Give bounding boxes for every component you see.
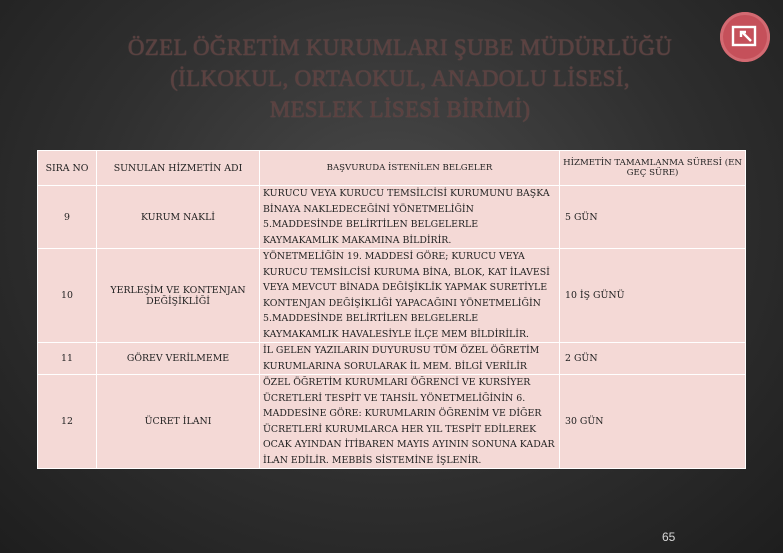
slide-title — [70, 32, 730, 125]
table-row — [38, 375, 746, 469]
row-service: GÖREV VERİLMEME — [97, 343, 260, 375]
table-row — [38, 343, 746, 375]
fullscreen-exit-icon — [731, 24, 759, 50]
row-no: 12 — [38, 375, 97, 469]
row-docs: KURUCU VEYA KURUCU TEMSİLCİSİ KURUMUNU BAŞKA BİNAYA NAKLEDECEĞİNİ YÖNETMELİĞİN 5.MADDESİNDE BELİRTİLEN BELGELERLE KAYMAKAMLIK MAKAMINA BİLDİRİR. — [260, 186, 560, 249]
row-docs: YÖNETMELİĞİN 19. MADDESİ GÖRE; KURUCU VEYA KURUCU TEMSİLCİSİ KURUMA BİNA, BLOK, KAT İLAVESİ VEYA MEVCUT BİNADA DEĞİŞİKLİK YAPMAK SURETİYLE KONTENJAN DEĞİŞİKLİĞİ YAPACAĞINI YÖNETMELİĞİN 5.MADDESİNDE BELİRTİLEN BELGELERLE KAYMAKAMLIK HAVALESİYLE İLÇE MEM BİLDİRİLİR. — [260, 249, 560, 343]
row-time: 30 GÜN — [560, 375, 746, 469]
row-docs: İL GELEN YAZILARIN DUYURUSU TÜM ÖZEL ÖĞRETİM KURUMLARINA SORULARAK İL MEM. BİLGİ VERİLİR — [260, 343, 560, 375]
row-time: 10 İŞ GÜNÜ — [560, 249, 746, 343]
row-no: 9 — [38, 186, 97, 249]
table-row — [38, 249, 746, 343]
table-row — [38, 186, 746, 249]
row-docs: ÖZEL ÖĞRETİM KURUMLARI ÖĞRENCİ VE KURSİYER ÜCRETLERİ TESPİT VE TAHSİL YÖNETMELİĞİNİN 6. MADDESİNE GÖRE: KURUMLARIN ÖĞRENİM VE DİĞER ÜCRETLERİ KURUMLARCA HER YIL TESPİT EDİLEREK OCAK AYINDAN İTİBAREN MAYIS AYININ SONUNA KADAR İLAN EDİLİR. MEBBİS SİSTEMİNE İŞLENİR. — [260, 375, 560, 469]
page-number: 65 — [662, 530, 676, 544]
row-service: ÜCRET İLANI — [97, 375, 260, 469]
row-service: KURUM NAKLİ — [97, 186, 260, 249]
slide-title-line-3: MESLEK LİSESİ BİRİMİ) — [269, 97, 531, 122]
slide-title-line-2: (İLKOKUL, ORTAOKUL, ANADOLU LİSESİ, — [170, 66, 630, 91]
header-time: HİZMETİN TAMAMLANMA SÜRESİ (EN GEÇ SÜRE) — [560, 151, 746, 186]
service-standards-table — [37, 150, 746, 469]
table-header-row — [38, 151, 746, 186]
row-no: 11 — [38, 343, 97, 375]
slide-title-line-1: ÖZEL ÖĞRETİM KURUMLARI ŞUBE MÜDÜRLÜĞÜ — [127, 35, 673, 60]
row-service: YERLEŞİM VE KONTENJAN DEĞİŞİKLİĞİ — [97, 249, 260, 343]
header-service: SUNULAN HİZMETİN ADI — [97, 151, 260, 186]
header-no: SIRA NO — [38, 151, 97, 186]
row-time: 2 GÜN — [560, 343, 746, 375]
fullscreen-exit-button[interactable] — [720, 12, 770, 62]
header-docs: BAŞVURUDA İSTENİLEN BELGELER — [260, 151, 560, 186]
row-no: 10 — [38, 249, 97, 343]
row-time: 5 GÜN — [560, 186, 746, 249]
